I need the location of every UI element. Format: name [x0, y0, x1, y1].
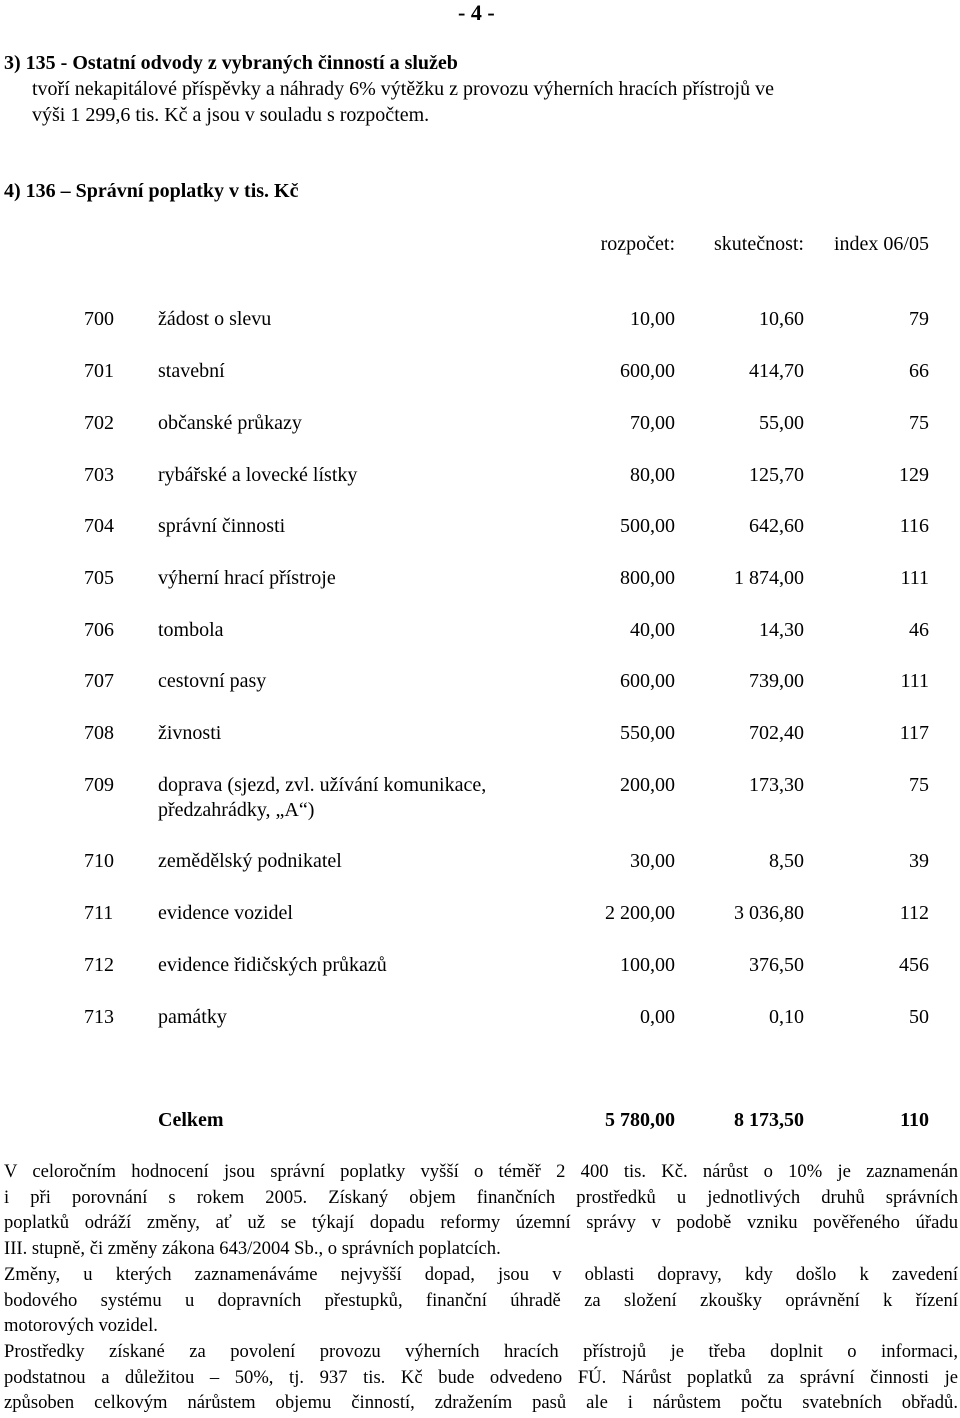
row-actual: 8,50: [769, 850, 804, 872]
section3-title: 3) 135 - Ostatní odvody z vybraných činností a služeb: [4, 52, 458, 74]
paragraph-2: [4, 1262, 958, 1339]
row-budget: 550,00: [620, 722, 675, 744]
table-row: [0, 1006, 960, 1030]
row-code: 700: [84, 308, 114, 330]
row-actual: 1 874,00: [734, 567, 804, 589]
page-number: - 4 -: [458, 0, 495, 25]
row-label: rybářské a lovecké lístky: [158, 464, 358, 486]
row-index: 46: [909, 619, 929, 641]
table-row: [0, 902, 960, 926]
total-row: [0, 1109, 960, 1133]
row-label: evidence vozidel: [158, 902, 293, 924]
row-label: výherní hrací přístroje: [158, 567, 336, 589]
row-actual: 376,50: [749, 954, 804, 976]
row-code: 706: [84, 619, 114, 641]
row-label: tombola: [158, 619, 224, 641]
paragraph-line: motorových vozidel.: [4, 1315, 158, 1337]
row-budget: 2 200,00: [605, 902, 675, 924]
row-index: 75: [909, 412, 929, 434]
row-budget: 80,00: [630, 464, 675, 486]
section3-line: tvoří nekapitálové příspěvky a náhrady 6% výtěžku z provozu výherních hracích přístrojů ve: [32, 78, 774, 100]
paragraph-line: bodového systému u dopravních přestupků, finanční úhradě za složení zkoušky oprávnění k řízení: [4, 1289, 958, 1311]
table-row: [0, 464, 960, 488]
row-actual: 3 036,80: [734, 902, 804, 924]
paragraph-line: způsoben celkovým nárůstem objemu činností, zdražením pasů ale i nárůstem počtu svatebních obřadů.: [4, 1392, 958, 1414]
row-budget: 10,00: [630, 308, 675, 330]
row-index: 39: [909, 850, 929, 872]
row-label: žádost o slevu: [158, 308, 272, 330]
row-budget: 0,00: [640, 1006, 675, 1028]
total-label: Celkem: [158, 1109, 224, 1131]
row-actual: 10,60: [759, 308, 804, 330]
section3-line: výši 1 299,6 tis. Kč a jsou v souladu s rozpočtem.: [32, 104, 430, 126]
row-index: 50: [909, 1006, 929, 1028]
row-index: 66: [909, 360, 929, 382]
header-index: index 06/05: [834, 233, 929, 255]
row-index: 456: [899, 954, 929, 976]
row-label: doprava (sjezd, zvl. užívání komunikace,: [158, 774, 487, 796]
header-actual: skutečnost:: [714, 233, 804, 255]
table-row: [0, 619, 960, 643]
row-index: 111: [900, 670, 929, 692]
paragraph-line: poplatků odráží změny, ať už se týkají dopadu reformy územní správy v podobě vzniku pověřeného úřadu: [4, 1212, 958, 1234]
row-budget: 30,00: [630, 850, 675, 872]
row-budget: 200,00: [620, 774, 675, 796]
section4-title: 4) 136 – Správní poplatky v tis. Kč: [4, 180, 299, 202]
row-index: 111: [900, 567, 929, 589]
row-actual: 739,00: [749, 670, 804, 692]
paragraph-line: V celoročním hodnocení jsou správní poplatky vyšší o téměř 2 400 tis. Kč. nárůst o 10% je zaznamenán: [4, 1161, 958, 1182]
row-label: správní činnosti: [158, 515, 286, 537]
header-budget: rozpočet:: [600, 233, 675, 255]
row-code: 707: [84, 670, 114, 692]
row-code: 708: [84, 722, 114, 744]
row-budget: 500,00: [620, 515, 675, 537]
table-row: [0, 954, 960, 978]
table-row: [0, 360, 960, 384]
paragraph-line: Prostředky získané za povolení provozu výherních hracích přístrojů je třeba doplnit o informaci,: [4, 1341, 958, 1362]
table-row: [0, 850, 960, 874]
row-code: 701: [84, 360, 114, 382]
paragraph-line: III. stupně, či změny zákona 643/2004 Sb., o správních poplatcích.: [4, 1238, 501, 1260]
row-actual: 414,70: [749, 360, 804, 382]
table-row: [0, 670, 960, 694]
row-code: 702: [84, 412, 114, 434]
row-code: 712: [84, 954, 114, 976]
paragraph-line: Změny, u kterých zaznamenáváme nejvyšší dopad, jsou v oblasti dopravy, kdy došlo k zavedení: [4, 1264, 958, 1285]
row-index: 116: [899, 515, 929, 537]
row-label: cestovní pasy: [158, 670, 267, 692]
row-actual: 14,30: [759, 619, 804, 641]
row-budget: 800,00: [620, 567, 675, 589]
row-budget: 70,00: [630, 412, 675, 434]
row-actual: 702,40: [749, 722, 804, 744]
row-label: památky: [158, 1006, 227, 1028]
row-index: 129: [899, 464, 929, 486]
row-label: občanské průkazy: [158, 412, 302, 434]
row-index: 112: [899, 902, 929, 924]
row-label: evidence řidičských průkazů: [158, 954, 387, 976]
total-budget: 5 780,00: [605, 1109, 675, 1131]
row-code: 704: [84, 515, 114, 537]
row-index: 79: [909, 308, 929, 330]
table-row: [0, 774, 960, 821]
row-code: 705: [84, 567, 114, 589]
row-budget: 40,00: [630, 619, 675, 641]
total-actual: 8 173,50: [734, 1109, 804, 1131]
table-row: [0, 308, 960, 332]
row-label: živnosti: [158, 722, 222, 744]
table-row: [0, 722, 960, 746]
row-budget: 600,00: [620, 360, 675, 382]
row-code: 711: [84, 902, 114, 924]
row-budget: 100,00: [620, 954, 675, 976]
row-label: zemědělský podnikatel: [158, 850, 342, 872]
row-budget: 600,00: [620, 670, 675, 692]
table-row: [0, 412, 960, 436]
paragraph-line: i při porovnání s rokem 2005. Získaný objem finančních prostředků u jednotlivých druhů správních: [4, 1186, 958, 1208]
row-code: 713: [84, 1006, 114, 1028]
row-actual: 55,00: [759, 412, 804, 434]
row-label-continuation: předzahrádky, „A“): [158, 799, 315, 821]
paragraph-line: podstatnou a důležitou – 50%, tj. 937 tis. Kč bude odvedeno FÚ. Nárůst poplatků za správní činnosti je: [4, 1366, 958, 1388]
row-actual: 642,60: [749, 515, 804, 537]
paragraph-3: [4, 1339, 958, 1416]
total-index: 110: [900, 1109, 929, 1131]
row-code: 710: [84, 850, 114, 872]
row-code: 709: [84, 774, 114, 796]
row-label: stavební: [158, 360, 225, 382]
row-code: 703: [84, 464, 114, 486]
table-row: [0, 567, 960, 591]
row-actual: 125,70: [749, 464, 804, 486]
table-row: [0, 515, 960, 539]
paragraph-1: [4, 1159, 958, 1262]
row-index: 75: [909, 774, 929, 796]
row-actual: 0,10: [769, 1006, 804, 1028]
row-actual: 173,30: [749, 774, 804, 796]
row-index: 117: [899, 722, 929, 744]
